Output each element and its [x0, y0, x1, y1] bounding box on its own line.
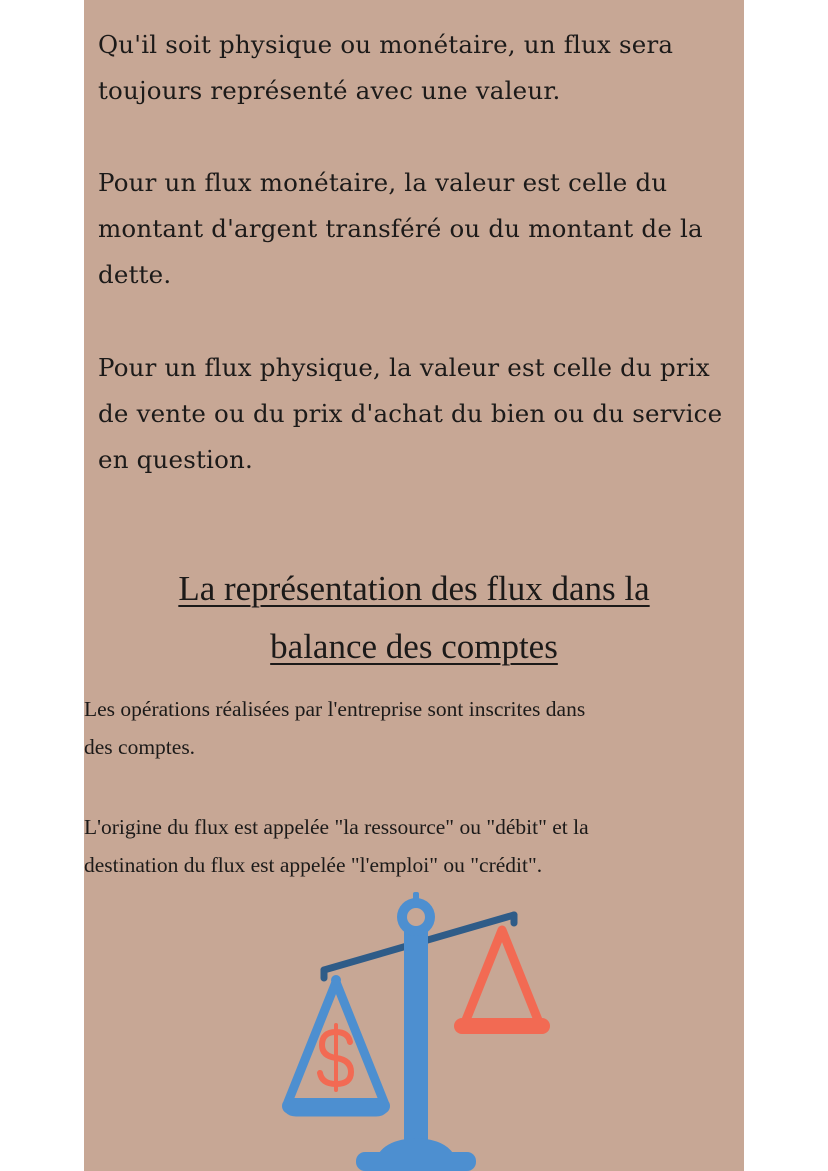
section-heading-line-1: La représentation des flux dans la: [178, 569, 650, 608]
paragraph-origine-line-2: destination du flux est appelée "l'emploi" ou "crédit".: [84, 853, 543, 877]
paragraph-flux-valeur: Qu'il soit physique ou monétaire, un flux sera toujours représenté avec une valeur.: [98, 30, 674, 105]
scale-left-pan-bottom: [282, 1098, 390, 1114]
scale-right-pan-bottom: [454, 1018, 550, 1034]
dollar-icon: [320, 1025, 351, 1090]
scale-base-foot: [356, 1152, 476, 1171]
paragraph-operations-line-2: des comptes.: [84, 735, 196, 759]
section-heading: [84, 560, 744, 676]
paragraph-operations: [84, 690, 744, 766]
balance-scale-icon: [274, 890, 554, 1171]
scale-left-pan-hook: [331, 975, 341, 985]
section-heading-line-2: balance des comptes: [270, 627, 558, 666]
paragraph-operations-line-1: Les opérations réalisées par l'entreprise sont inscrites dans: [84, 697, 586, 721]
balance-scale-svg: [274, 890, 554, 1171]
scale-pole: [404, 920, 428, 1150]
paragraph-origine-line-1: L'origine du flux est appelée "la ressource" ou "débit" et la: [84, 815, 589, 839]
paragraph-flux-physique: Pour un flux physique, la valeur est celle du prix de vente ou du prix d'achat du bien ou du service en question.: [98, 353, 723, 474]
document-page: [84, 0, 744, 1171]
scale-right-pan: [464, 930, 540, 1025]
paragraph-origine-destination: [84, 808, 744, 884]
paragraph-flux-monetaire: Pour un flux monétaire, la valeur est celle du montant d'argent transféré ou du montant de la dette.: [98, 168, 703, 289]
scale-top-knob-hole: [407, 908, 425, 926]
scale-top-pin: [413, 892, 419, 902]
